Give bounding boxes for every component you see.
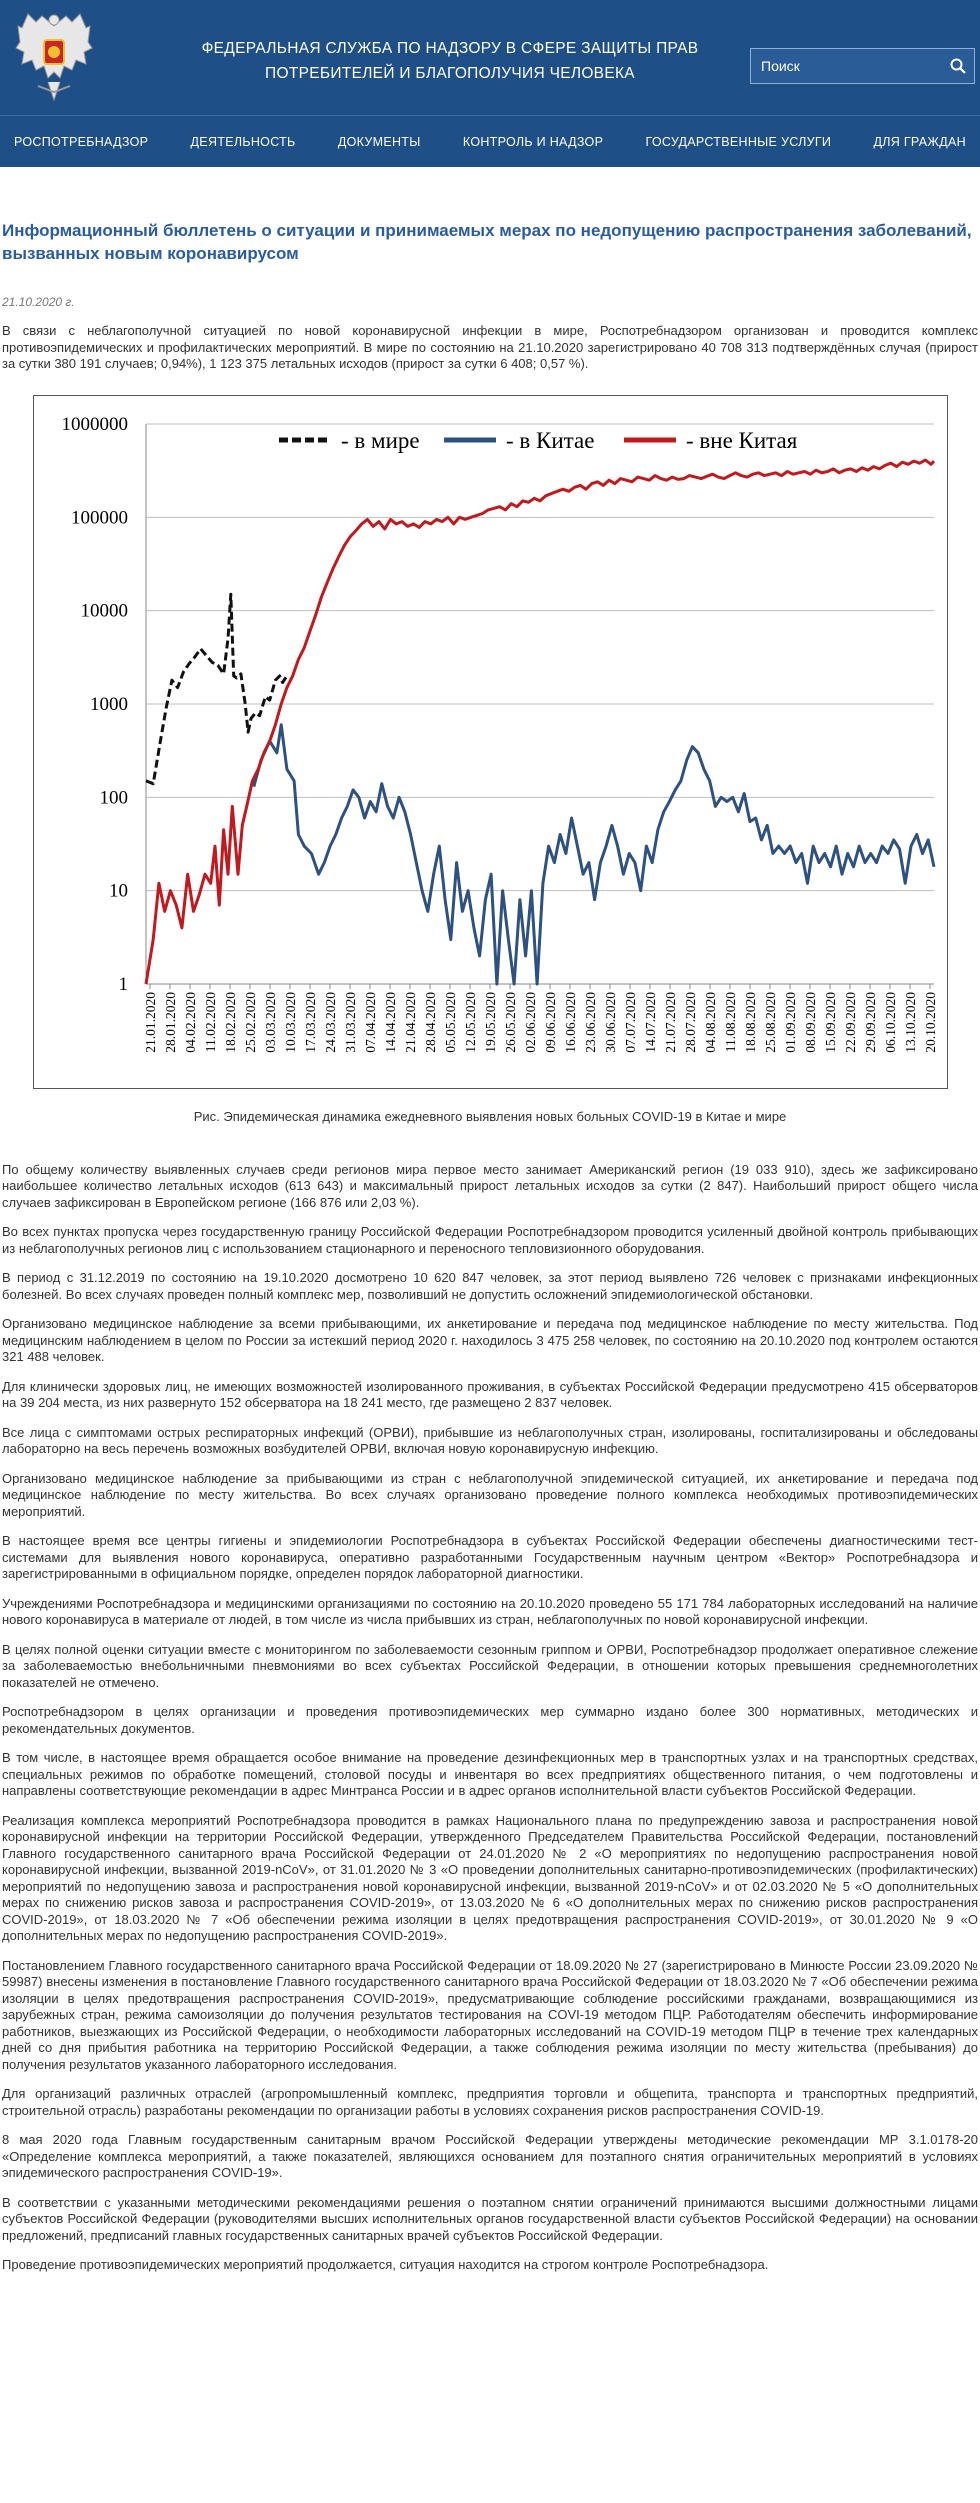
- main-nav: [0, 115, 980, 167]
- x-tick-label: 13.10.2020: [902, 991, 918, 1053]
- x-tick-label: 14.04.2020: [382, 991, 398, 1053]
- article-paragraph: Проведение противоэпидемических мероприятий продолжается, ситуация находится на строгом контроле Роспотребнадзора.: [2, 2257, 769, 2272]
- nav-item-services[interactable]: ГОСУДАРСТВЕННЫЕ УСЛУГИ: [645, 134, 832, 149]
- x-tick-label: 18.02.2020: [222, 991, 238, 1053]
- site-title: [190, 36, 710, 86]
- search-input[interactable]: [751, 49, 942, 83]
- nav-item-citizens[interactable]: ДЛЯ ГРАЖДАН: [873, 134, 966, 149]
- x-tick-label: 30.06.2020: [602, 991, 618, 1053]
- y-tick-label: 10: [108, 880, 128, 902]
- article-paragraph: Постановлением Главного государственного санитарного врача Российской Федерации от 18.09.2020 № 27 (зарегистрировано в Минюсте России 23.09.2020 № 59987) внесены изменения в постановление Главного государственного санитарного врача Российской Федерации от 18.03.2020 № 7 «Об обеспечении режима изоляции в целях предотвращения распространения COVID-2019», предусматривающие соблюдение российскими гражданами, возвращающимися из зарубежных стран, режима самоизоляции до получения результатов тестирования на COVI-19 методом ПЦР. Работодателям обеспечить информирование работников, выезжающих из Российской Федерации, о необходимости лабораторных исследований на COVID-19 методом ПЦР в течение трех календарных дней со дня прибытия работника на территорию Российской Федерации, а также соблюдения режима изоляции по месту жительства (пребывания) до получения результатов указанного лабораторного исследования.: [2, 1957, 978, 2072]
- site-title-line-1: ФЕДЕРАЛЬНАЯ СЛУЖБА ПО НАДЗОРУ В СФЕРЕ ЗАЩИТЫ ПРАВ: [201, 40, 699, 57]
- x-tick-label: 04.02.2020: [182, 991, 198, 1053]
- article-body: [2, 1162, 978, 2274]
- x-tick-label: 14.07.2020: [642, 991, 658, 1053]
- x-tick-label: 26.05.2020: [502, 991, 518, 1053]
- x-tick-label: 31.03.2020: [342, 991, 358, 1053]
- article-paragraph: В том числе, в настоящее время обращается особое внимание на проведение дезинфекционных мер в транспортных узлах и на транспортных средствах, специальных режимов по обработке помещений, столовой посуды и инвентаря во всех предприятиях общественного питания, о чем подготовлены и направлены соответствующие рекомендации в адрес Минтранса России и в адрес органов исполнительной власти субъектов Российской Федерации.: [2, 1750, 978, 1798]
- article-paragraph: Для организаций различных отраслей (агропромышленный комплекс, предприятия торговли и общепита, транспорта и транспортных предприятий, строительной отрасль) разработаны рекомендации по организации работы в условиях сохранения рисков распространения COVID-19.: [2, 2086, 978, 2118]
- article-paragraph: Все лица с симптомами острых респираторных инфекций (ОРВИ), прибывшие из неблагополучных стран, изолированы, госпитализированы и обследованы лабораторно на весь перечень возможных возбудителей ОРВИ, включая новую коронавирусную инфекцию.: [2, 1424, 978, 1456]
- outside-china-series-line: [146, 460, 934, 984]
- china-series-line: [253, 724, 933, 983]
- x-tick-label: 16.06.2020: [562, 991, 578, 1053]
- search-icon[interactable]: [942, 49, 974, 83]
- x-tick-label: 22.09.2020: [842, 991, 858, 1053]
- x-tick-label: 18.08.2020: [742, 991, 758, 1053]
- y-tick-label: 1000: [89, 693, 128, 715]
- site-title-line-2: ПОТРЕБИТЕЛЕЙ И БЛАГОПОЛУЧИЯ ЧЕЛОВЕКА: [265, 65, 635, 82]
- x-tick-label: 06.10.2020: [882, 991, 898, 1053]
- article-paragraph: В целях полной оценки ситуации вместе с мониторингом по заболеваемости сезонным гриппом и ОРВИ, Роспотребнадзор продолжает оперативное слежение за заболеваемостью внебольничными пневмониями во всех субъектах Российской Федерации, в отношении которых превышения среднемноголетних показателей не отмечено.: [2, 1641, 978, 1690]
- chart-svg: [34, 396, 947, 1088]
- chart-caption: Рис. Эпидемическая динамика ежедневного выявления новых больных COVID-19 в Китае и мире: [193, 1108, 787, 1124]
- legend-outside-china-label: - вне Китая: [685, 427, 797, 453]
- article-paragraph: По общему количеству выявленных случаев среди регионов мира первое место занимает Американский регион (19 033 910), здесь же зафиксировано наибольшее количество летальных исходов (613 643) и максимальный прирост летальных исходов за сутки (2 847). Наибольший прирост общего числа случаев зафиксирован в Европейском регионе (166 876 или 2,03 %).: [2, 1161, 978, 1210]
- article-paragraph: Для клинически здоровых лиц, не имеющих возможностей изолированного проживания, в субъектах Российской Федерации предусмотрено 415 обсерваторов на 39 204 места, из них развернуто 152 обсерватора на 18 241 место, где размещено 2 837 человек.: [2, 1378, 978, 1410]
- x-tick-label: 20.10.2020: [922, 991, 938, 1053]
- article: [0, 219, 980, 2274]
- article-paragraph: В соответствии с указанными методическими рекомендациями решения о поэтапном снятии ограничений принимаются высшими должностными лицами субъектов Российской Федерации (руководителями высших исполнительных органов государственной власти субъектов Российской Федерации) на основании предложений, предписаний главных государственных санитарных врачей субъектов Российской Федерации.: [2, 2194, 978, 2243]
- legend-china-label: - в Китае: [505, 427, 594, 453]
- article-paragraph: Реализация комплекса мероприятий Роспотребнадзора проводится в рамках Национального плана по предупреждению завоза и распространения новой коронавирусной инфекции на территории Российской Федерации, утвержденного Председателем Правительства Российской Федерации, постановлений Главного государственного санитарного врача Российской Федерации от 24.01.2020 № 2 «О мероприятиях по недопущению распространения новой коронавирусной инфекции, вызванной 2019-nCoV», от 31.01.2020 № 3 «О проведении дополнительных санитарно-противоэпидемических (профилактических) мероприятий по недопущению завоза и распространения новой коронавирусной инфекции, вызванной 2019-nCoV» и от 02.03.2020 № 5 «О дополнительных мерах по снижению рисков завоза и распространения COVID-2019», от 13.03.2020 № 6 «О дополнительных мерах по снижению рисков распространения COVID-2019», от 18.03.2020 № 7 «Об обеспечении режима изоляции в целях предотвращения распространения COVID-2019», от 30.01.2020 № 9 «О дополнительных мерах по недопущению распространения COVID-2019».: [2, 1812, 978, 1943]
- x-tick-label: 29.09.2020: [862, 991, 878, 1053]
- x-tick-label: 11.08.2020: [722, 991, 738, 1052]
- x-tick-label: 08.09.2020: [802, 991, 818, 1053]
- intro-paragraph: В связи с неблагополучной ситуацией по новой коронавирусной инфекции в мире, Роспотребнадзором организован и проводится комплекс противоэпидемических и профилактических мероприятий. В мире по состоянию на 21.10.2020 зарегистрировано 40 708 313 подтверждённых случая (прирост за сутки 380 191 случаев; 0,94%), 1 123 375 летальных исходов (прирост за сутки 6 408; 0,57 %).: [2, 323, 978, 371]
- x-tick-label: 23.06.2020: [582, 991, 598, 1053]
- y-tick-label: 1: [118, 973, 128, 995]
- x-tick-label: 28.04.2020: [422, 991, 438, 1053]
- article-paragraph: Организовано медицинское наблюдение за всеми прибывающими, их анкетирование и передача под медицинское наблюдение по месту жительства. Под медицинским наблюдением в целом по России за истекший период 2020 г. находилось 3 475 258 человек, по состоянию на 20.10.2020 под контролем остаются 321 488 человек.: [2, 1316, 978, 1364]
- x-tick-label: 24.03.2020: [322, 991, 338, 1053]
- page-title: Информационный бюллетень о ситуации и принимаемых мерах по недопущению распространения заболеваний, вызванных новым коронавирусом: [2, 221, 972, 263]
- x-tick-label: 17.03.2020: [302, 991, 318, 1053]
- article-paragraph: В период с 31.12.2019 по состоянию на 19.10.2020 досмотрено 10 620 847 человек, за этот период выявлено 726 человек с признаками инфекционных болезней. Во всех случаях проведен полный комплекс мер, позволивший не допустить осложнений эпидемиологической обстановки.: [2, 1270, 978, 1302]
- x-tick-label: 07.07.2020: [622, 991, 638, 1053]
- article-paragraph: Организовано медицинское наблюдение за прибывающими из стран с неблагополучной эпидемической ситуацией, их анкетирование и передача под медицинское наблюдение по месту жительства. Во всех случаях организовано проведение полного комплекса необходимых противоэпидемических мероприятий.: [2, 1470, 978, 1519]
- y-tick-label: 1000000: [61, 413, 128, 435]
- x-tick-label: 01.09.2020: [782, 991, 798, 1053]
- article-paragraph: Учреждениями Роспотребнадзора и медицинскими организациями по состоянию на 20.10.2020 проведено 55 171 784 лабораторных исследований на наличие нового коронавируса в материале от людей, в том числе из числа прибывших из стран, неблагополучных по новой коронавирусной инфекции.: [2, 1595, 978, 1627]
- article-paragraph: Роспотребнадзором в целях организации и проведения противоэпидемических мер суммарно издано более 300 нормативных, методических и рекомендательных документов.: [2, 1704, 978, 1736]
- x-tick-label: 21.07.2020: [662, 991, 678, 1053]
- x-tick-label: 11.02.2020: [202, 991, 218, 1052]
- nav-item-documents[interactable]: ДОКУМЕНТЫ: [337, 134, 421, 149]
- x-tick-label: 21.04.2020: [402, 991, 418, 1053]
- epidemic-chart: [33, 395, 948, 1089]
- x-tick-label: 28.07.2020: [682, 991, 698, 1053]
- x-tick-label: 15.09.2020: [822, 991, 838, 1053]
- article-paragraph: Во всех пунктах пропуска через государственную границу Российской Федерации Роспотребнадзором проводится усиленный двойной контроль прибывающих из неблагополучных регионов лиц с использованием стационарного и переносного тепловизионного оборудования.: [2, 1224, 978, 1256]
- y-tick-label: 100000: [70, 506, 128, 528]
- x-tick-label: 19.05.2020: [482, 991, 498, 1053]
- x-tick-label: 25.02.2020: [242, 991, 258, 1053]
- search-box: [750, 48, 975, 84]
- world-series-line: [146, 594, 287, 784]
- article-paragraph: В настоящее время все центры гигиены и эпидемиологии Роспотребнадзора в субъектах Российской Федерации обеспечены диагностическими тест-системами для выявления нового коронавируса, оперативно разработанными Государственным научным центром «Вектор» Роспотребнадзора и зарегистрированными в официальном порядке, определен порядок лабораторной диагностики.: [2, 1533, 978, 1581]
- site-header: [0, 0, 980, 115]
- nav-item-control[interactable]: КОНТРОЛЬ И НАДЗОР: [462, 134, 604, 149]
- x-tick-label: 10.03.2020: [282, 991, 298, 1053]
- x-tick-label: 02.06.2020: [522, 991, 538, 1053]
- x-tick-label: 05.05.2020: [442, 991, 458, 1053]
- x-tick-label: 21.01.2020: [142, 991, 158, 1053]
- x-tick-label: 28.01.2020: [162, 991, 178, 1053]
- x-tick-label: 04.08.2020: [702, 991, 718, 1053]
- nav-item-activity[interactable]: ДЕЯТЕЛЬНОСТЬ: [190, 134, 296, 149]
- nav-item-rospotrebnadzor[interactable]: РОСПОТРЕБНАДЗОР: [14, 134, 149, 149]
- article-date: 21.10.2020 г.: [2, 295, 75, 309]
- y-tick-label: 100: [99, 786, 128, 808]
- y-tick-label: 10000: [80, 600, 128, 622]
- x-tick-label: 09.06.2020: [542, 991, 558, 1053]
- x-tick-label: 03.03.2020: [262, 991, 278, 1053]
- x-tick-label: 25.08.2020: [762, 991, 778, 1053]
- article-paragraph: 8 мая 2020 года Главным государственным санитарным врачом Российской Федерации утверждены методические рекомендации МР 3.1.0178-20 «Определение комплекса мероприятий, а также показателей, являющихся основанием для поэтапного снятия ограничительных мероприятий в условиях эпидемического распространения COVID-19».: [2, 2132, 978, 2180]
- x-tick-label: 12.05.2020: [462, 991, 478, 1053]
- legend-world-label: - в мире: [340, 427, 420, 453]
- coat-of-arms-logo[interactable]: [14, 8, 94, 108]
- x-tick-label: 07.04.2020: [362, 991, 378, 1053]
